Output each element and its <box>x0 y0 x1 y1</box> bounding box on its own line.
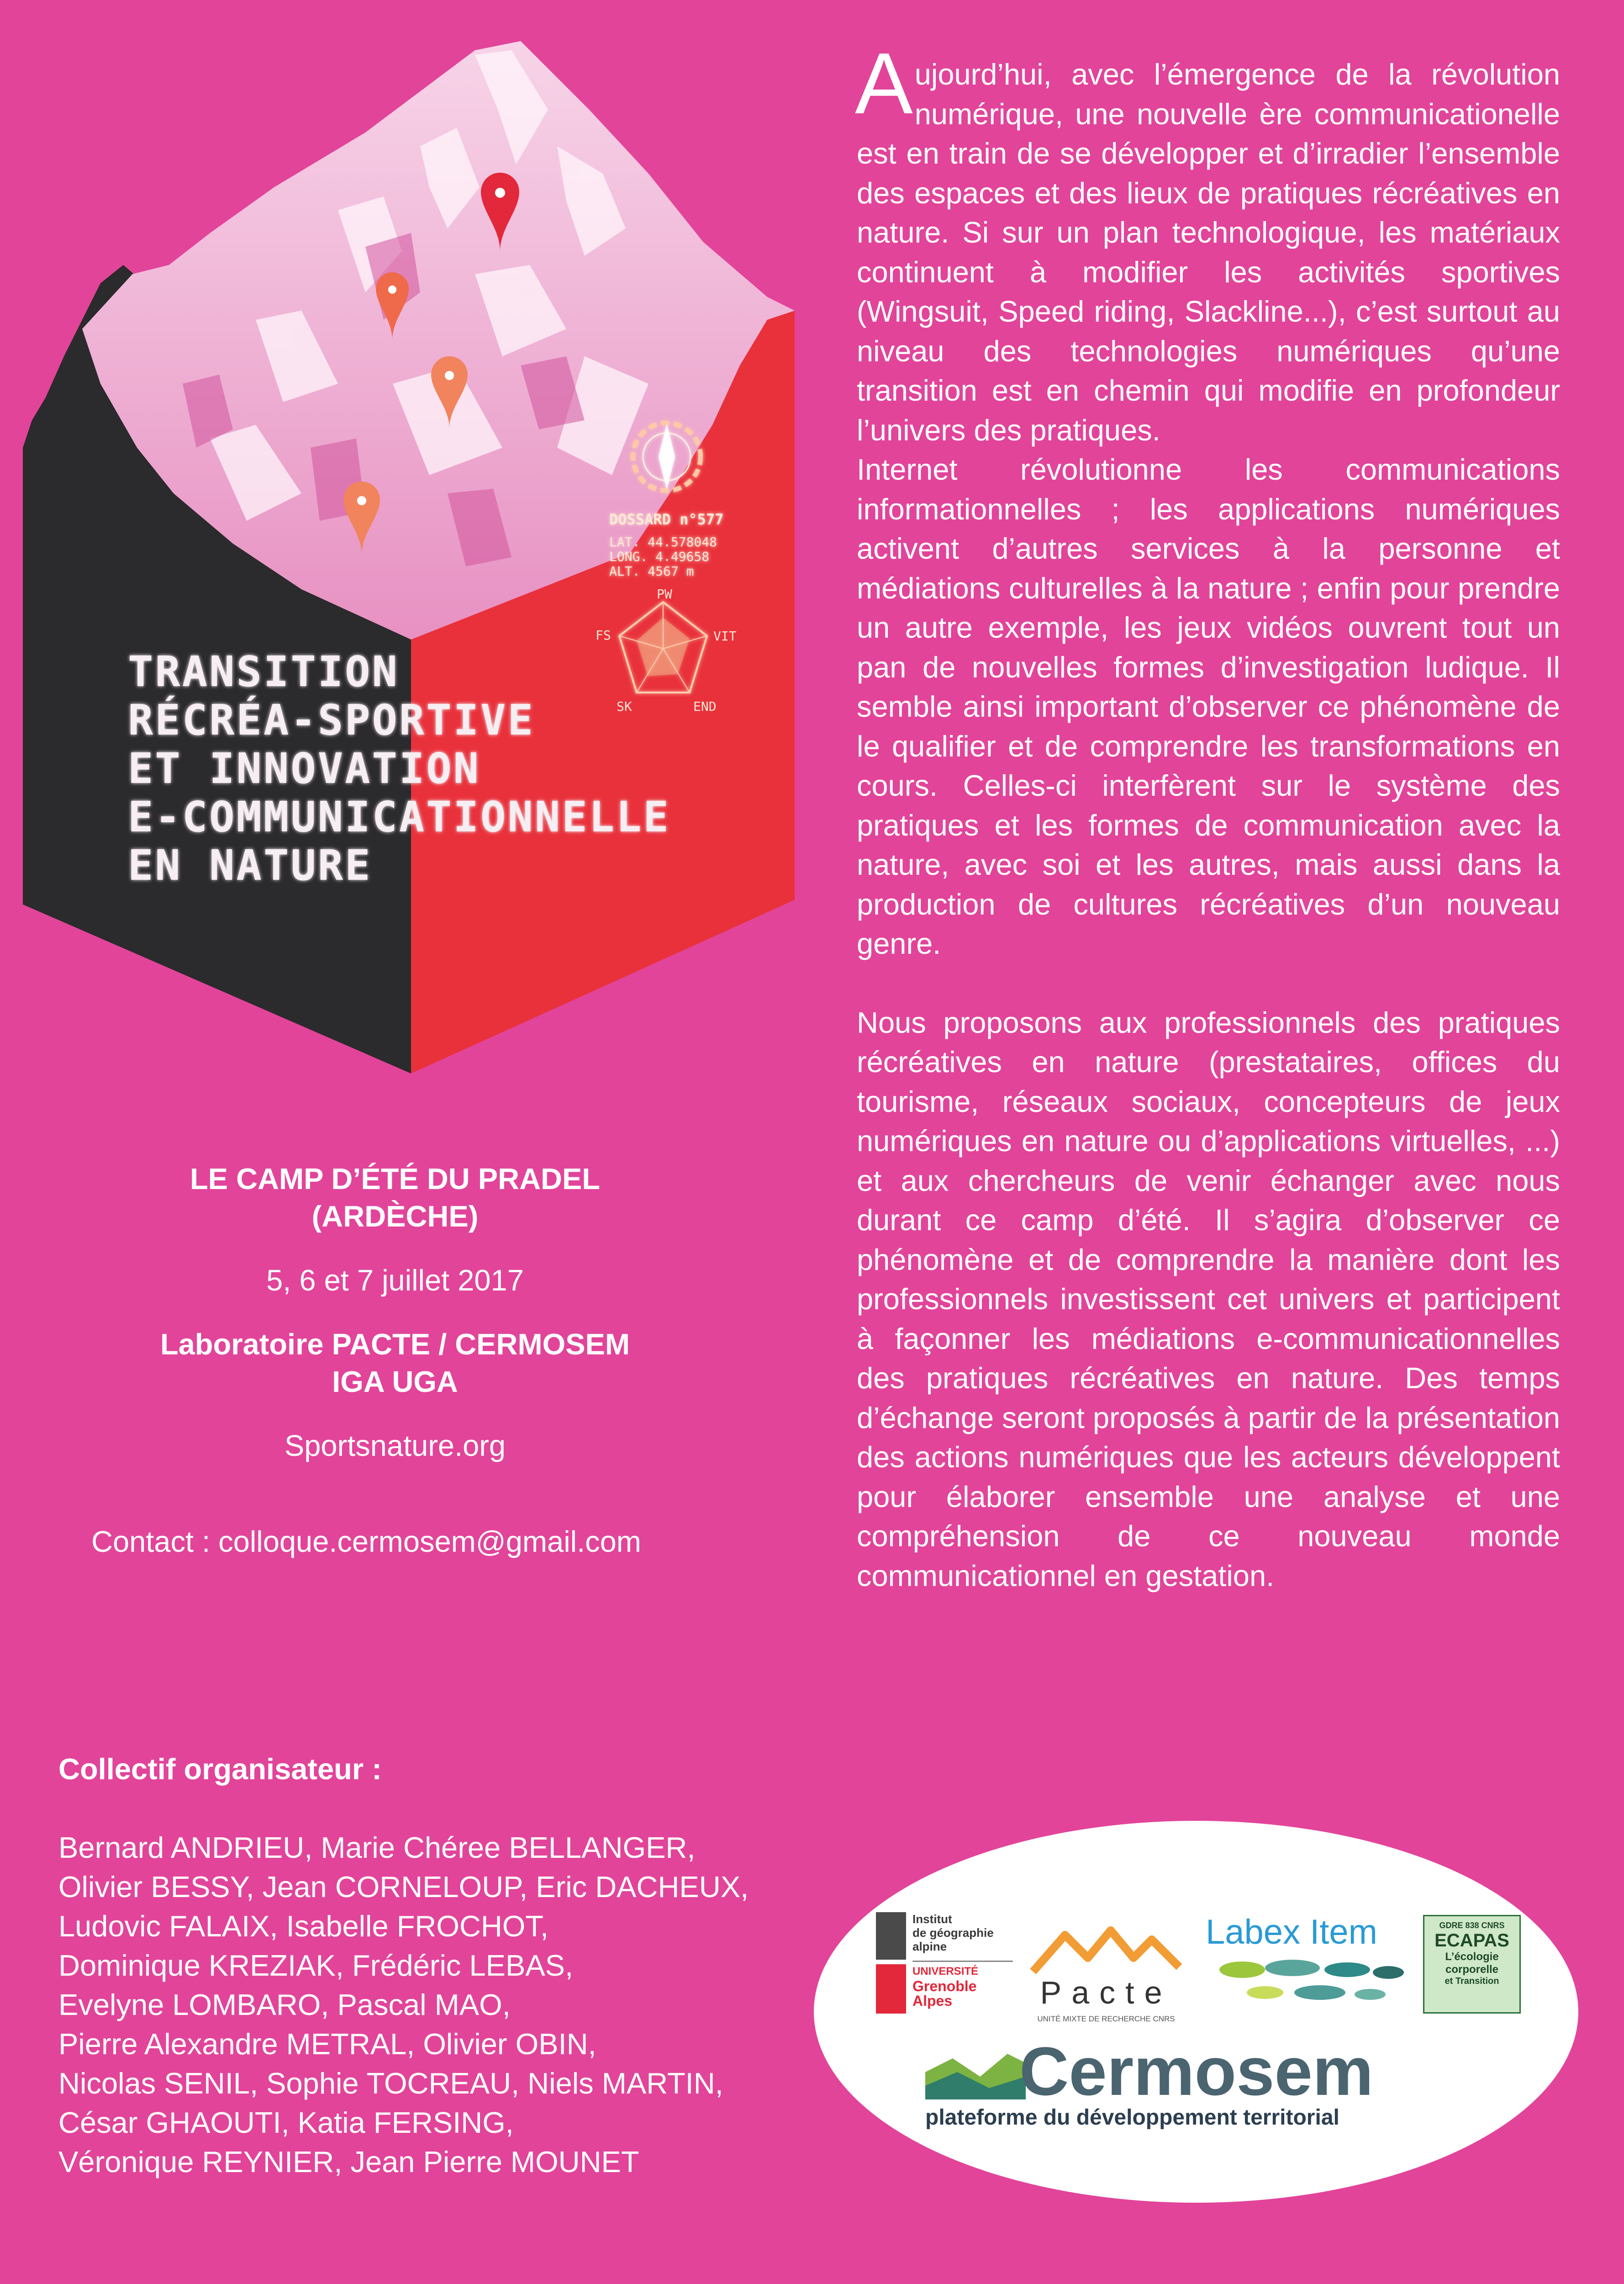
iga-text: alpine <box>912 1940 947 1953</box>
iga-text: de géographie <box>912 1926 994 1940</box>
committee-heading: Collectif organisateur : <box>58 1752 382 1786</box>
event-title <box>55 1160 735 1235</box>
event-info <box>55 1160 735 1560</box>
lab-line: IGA UGA <box>332 1365 458 1398</box>
member-line: Olivier BESSY, Jean CORNELOUP, Eric DACHEUX, <box>58 1870 749 1903</box>
intro-text <box>855 35 1560 1596</box>
altitude-readout: ALT. 4567 m <box>609 564 694 579</box>
radar-axis-label: VIT <box>713 629 737 644</box>
cermosem-tagline: plateforme du développement territorial <box>925 2105 1339 2130</box>
member-line: Véronique REYNIER, Jean Pierre MOUNET <box>58 2145 639 2178</box>
pacte-mountain-icon <box>1028 1921 1184 1976</box>
logo-labex-item <box>1206 1912 1411 2004</box>
cermosem-name: Cermosem <box>1019 2033 1374 2110</box>
poster-title-line: TRANSITION <box>128 647 399 696</box>
compass-icon <box>633 423 701 491</box>
latitude-readout: LAT. 44.578048 <box>609 534 717 550</box>
ecapas-text: et Transition <box>1445 1976 1499 1986</box>
website-link[interactable]: Sportsnature.org <box>284 1429 506 1462</box>
logo-ecapas <box>1423 1915 1521 2014</box>
labex-name: Labex Item <box>1206 1913 1377 1951</box>
event-title-line: LE CAMP D’ÉTÉ DU PRADEL <box>190 1162 601 1195</box>
radar-axis-label: SK <box>617 699 632 714</box>
organizing-committee <box>58 1750 835 2182</box>
dossard-label: DOSSARD n°577 <box>609 511 724 528</box>
event-title-line: (ARDÈCHE) <box>311 1200 479 1233</box>
ecapas-text: corporelle <box>1445 1963 1499 1976</box>
logo-pacte <box>1028 1921 1184 2022</box>
radar-axis-label: END <box>693 699 717 714</box>
member-line: Ludovic FALAIX, Isabelle FROCHOT, <box>58 1909 548 1943</box>
poster-title-line: EN NATURE <box>128 841 372 890</box>
partner-logos <box>814 1821 1578 2203</box>
member-line: César GHAOUTI, Katia FERSING, <box>58 2106 514 2139</box>
contact-email[interactable]: Contact : colloque.cermosem@gmail.com <box>91 1525 641 1558</box>
ecapas-text: L’écologie <box>1445 1951 1499 1963</box>
event-dates: 5, 6 et 7 juillet 2017 <box>266 1264 524 1297</box>
member-line: Dominique KREZIAK, Frédéric LEBAS, <box>58 1949 574 1982</box>
longitude-readout: LONG. 4.49658 <box>609 549 710 564</box>
organizing-labs <box>55 1326 735 1401</box>
member-line: Evelyne LOMBARO, Pascal MAO, <box>58 1988 511 2021</box>
drop-cap: A <box>855 35 913 132</box>
lab-line: Laboratoire PACTE / CERMOSEM <box>160 1327 630 1361</box>
member-line: Pierre Alexandre METRAL, Olivier OBIN, <box>58 2027 596 2061</box>
poster-artwork <box>18 37 804 1101</box>
member-line: Bernard ANDRIEU, Marie Chéree BELLANGER, <box>58 1831 696 1864</box>
cermosem-hills-icon <box>925 2045 1026 2099</box>
intro-paragraph: Nous proposons aux professionnels des pratiques récréatives en nature (prestataires, offices du tourisme, réseaux sociaux, concepteurs de jeux numériques en nature ou d’applications virtuelles, ...) et aux chercheurs de venir échanger avec nous durant ce camp d’été. Il s’agira d’observer ce phénomène et de comprendre la manière dont les professionnels investissent cet univers et participent à façonner les médiations e-communicationnelles des pratiques récréatives en nature. Des temps d’échange seront proposés à partir de la présentation des actions numériques que les acteurs développent pour élaborer ensemble une analyse et une compréhension de ce nouveau monde communicationnel en gestation. <box>857 1005 1560 1592</box>
ecapas-text: GDRE 838 CNRS <box>1439 1921 1505 1930</box>
intro-paragraph <box>855 35 1560 450</box>
uga-text: Alpes <box>912 1993 953 2009</box>
iga-text: Institut <box>912 1912 952 1926</box>
pacte-subtitle: UNITÉ MIXTE DE RECHERCHE CNRS <box>1037 2014 1175 2023</box>
poster-title-line: ET INNOVATION <box>128 744 481 793</box>
radar-axis-label: FS <box>596 628 611 643</box>
uga-text: UNIVERSITÉ <box>912 1965 979 1977</box>
logo-iga-uga <box>876 1912 1018 2015</box>
logo-cermosem <box>925 2033 1464 2131</box>
pacte-name: Pacte <box>1040 1975 1172 2010</box>
poster-title-line: E-COMMUNICATIONNELLE <box>128 793 670 841</box>
uga-text: Grenoble <box>912 1978 977 1994</box>
member-line: Nicolas SENIL, Sophie TOCREAU, Niels MARTIN, <box>58 2067 723 2100</box>
intro-paragraph: Internet révolutionne les communications informationnelles ; les applications numériques activent d’autres services à la personne et médiations culturelles à la nature ; enfin pour prendre un autre exemple, les jeux vidéos ouvrent tout un pan de nouvelles formes d’investigation ludique. Il semble ainsi important d’observer ce phénomène de le qualifier et de comprendre les transformations en cours. Celles-ci interfèrent sur le système des pratiques et les formes de communication avec la nature, avec soi et les autres, mais aussi dans la production de cultures récréatives d’un nouveau genre. <box>857 453 1560 960</box>
intro-paragraph-1-body: ujourd’hui, avec l’émergence de la révolution numérique, une nouvelle ère communicationelle est en train de se développer et d’irradier l’ensemble des espaces et des lieux de pratiques récréatives en nature. Si sur un plan technologique, les matériaux continuent à modifier les activités sportives (Wingsuit, Speed riding, Slackline...), c’est surtout au niveau des technologies numériques qu’une transition est en chemin qui modifie en profondeur l’univers des pratiques. <box>857 58 1560 447</box>
ecapas-text: ECAPAS <box>1434 1930 1509 1951</box>
poster-title-line: RÉCRÉA-SPORTIVE <box>128 696 535 745</box>
labex-dots-icon <box>1215 1956 1407 2006</box>
radar-axis-label: PW <box>657 587 672 602</box>
